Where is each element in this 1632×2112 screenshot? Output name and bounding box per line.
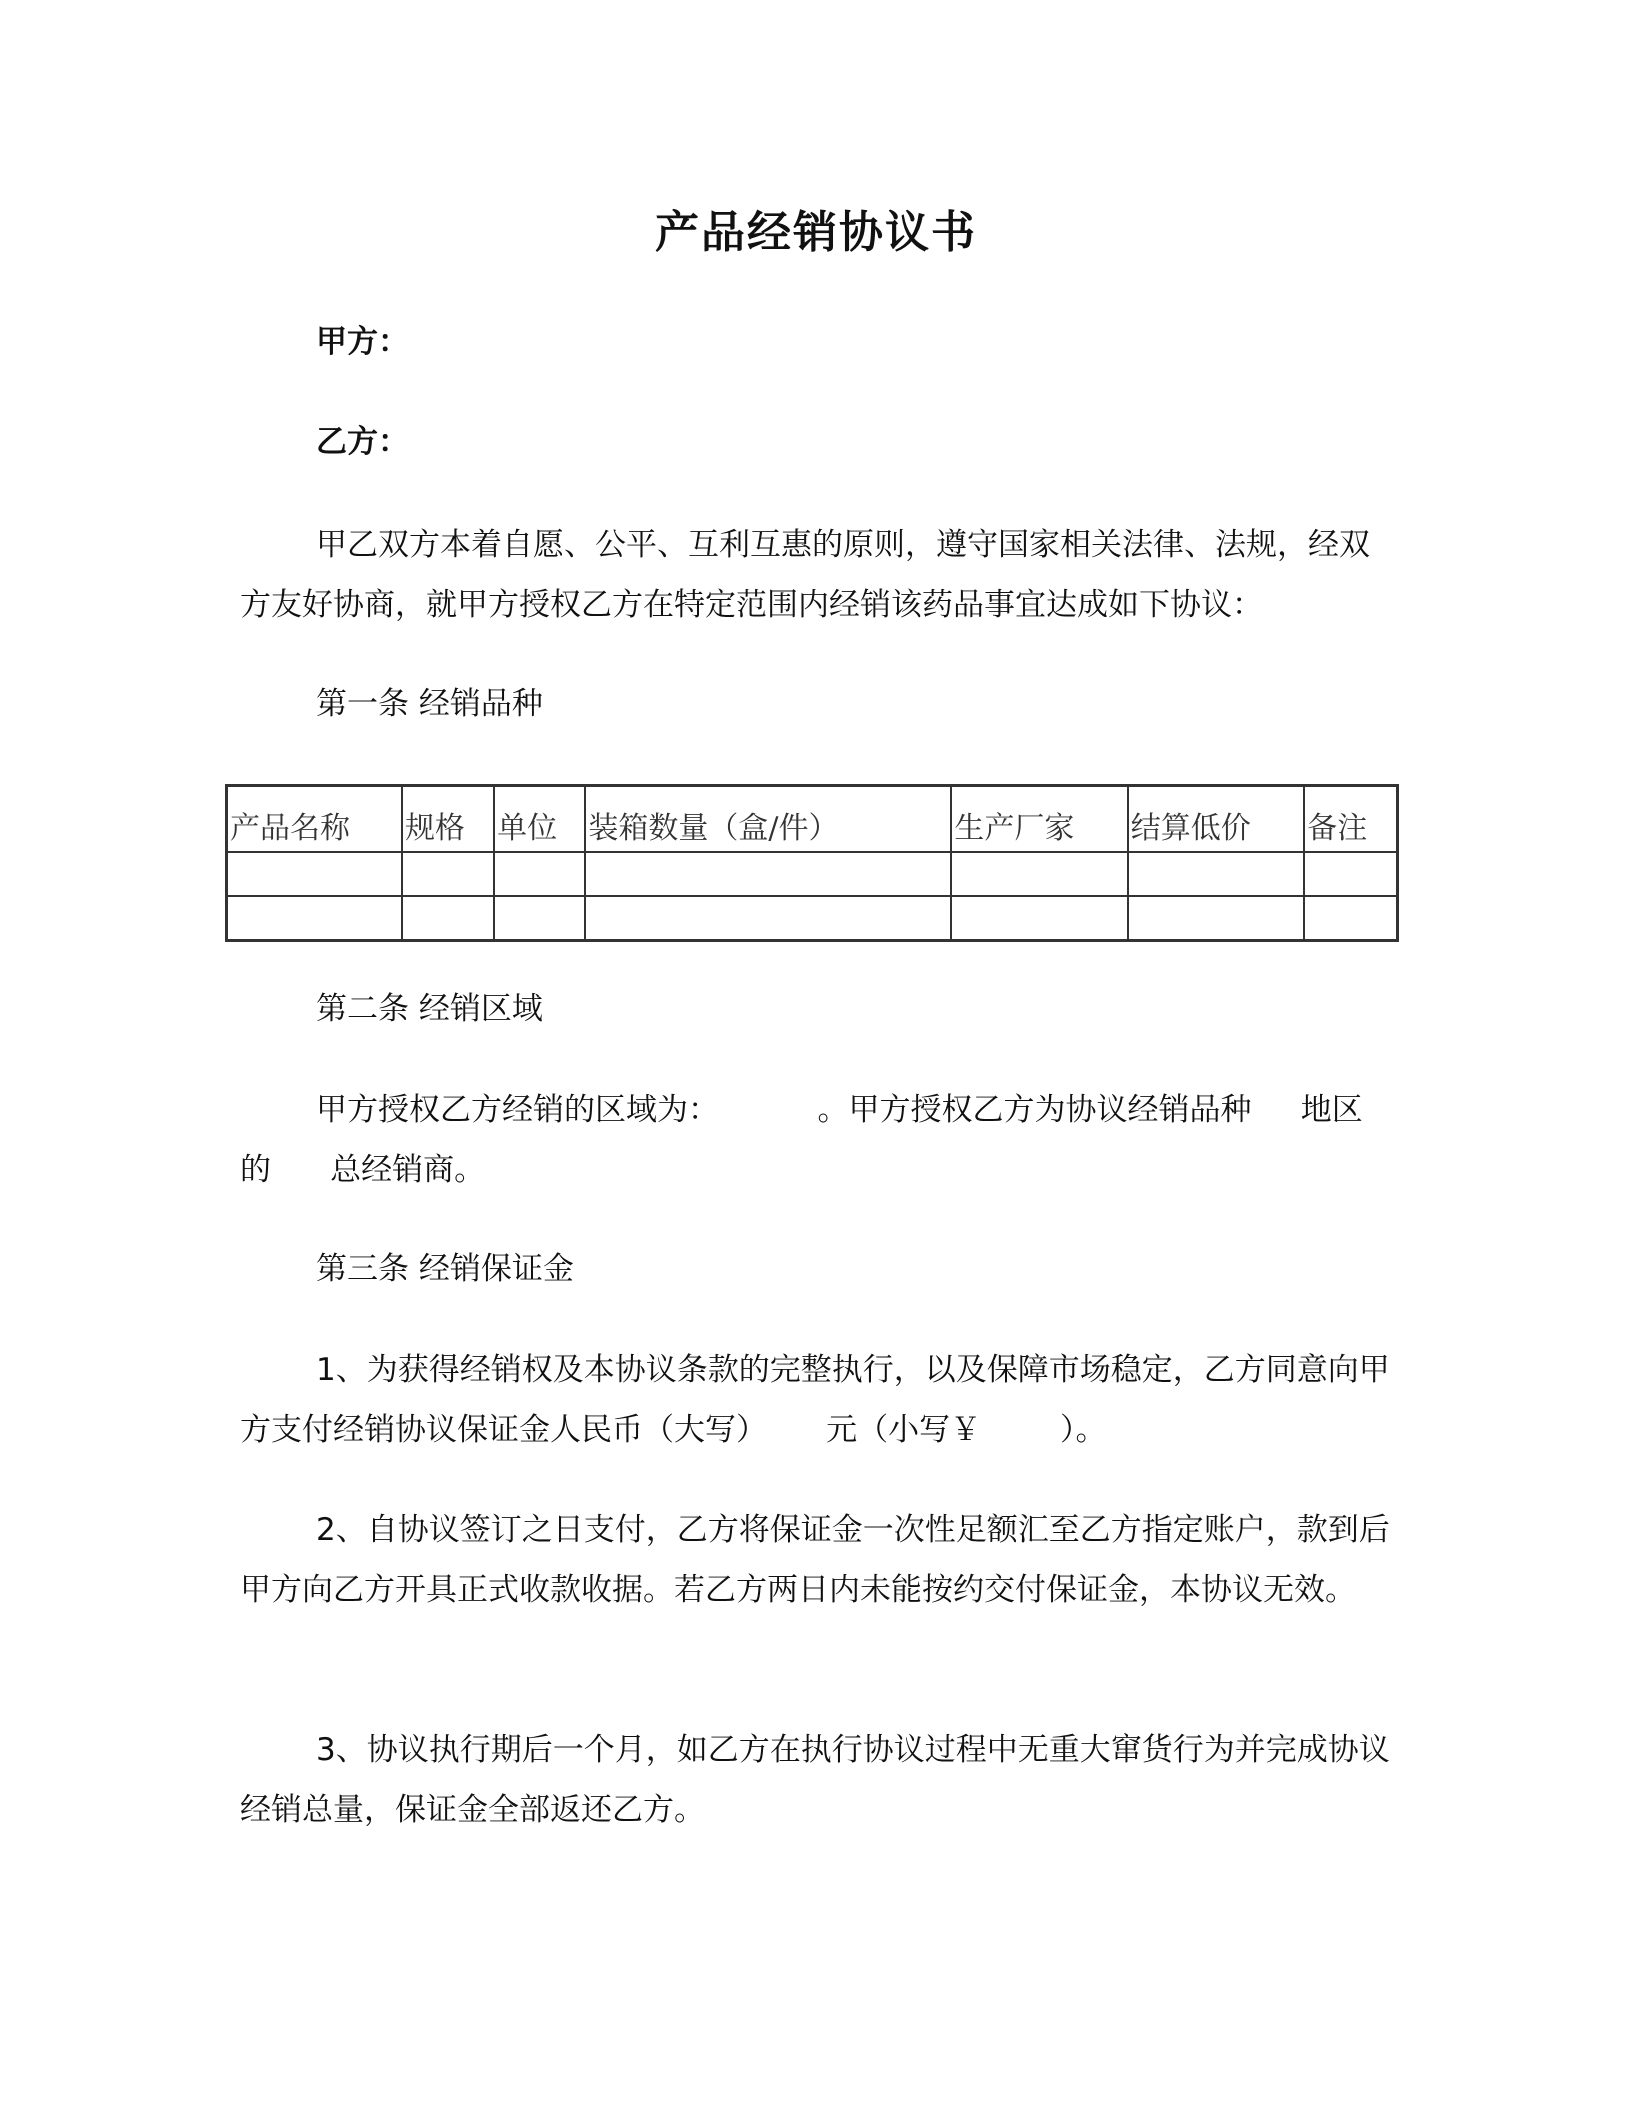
table-cell: [494, 896, 585, 941]
table-cell: [402, 852, 494, 896]
table-cell: [585, 896, 951, 941]
table-cell: [227, 852, 402, 896]
table-cell: [402, 896, 494, 941]
document-title: 产品经销协议书: [655, 207, 977, 258]
table-cell: [1128, 896, 1304, 941]
table-cell: [1304, 852, 1397, 896]
table-header-row: [227, 786, 1398, 853]
table-cell: [951, 896, 1127, 941]
table-header-cell: 规格: [402, 786, 494, 853]
table-cell: [494, 852, 585, 896]
table-cell: [585, 852, 951, 896]
article-2-heading: 第二条 经销区域: [316, 991, 543, 1027]
party-b-label: 乙方：: [316, 424, 409, 460]
article-3-heading: 第三条 经销保证金: [316, 1251, 574, 1287]
table-header-cell: 备注: [1304, 786, 1397, 853]
table-header-cell: 生产厂家: [951, 786, 1127, 853]
table-row: [227, 852, 1398, 896]
table-header-cell: 单位: [494, 786, 585, 853]
clause-2-paragraph: 2、自协议签订之日支付，乙方将保证金一次性足额汇至乙方指定账户，款到后甲方向乙方开具正式收款收据。若乙方两日内未能按约交付保证金，本协议无效。: [240, 1512, 1390, 1608]
intro-paragraph: 甲乙双方本着自愿、公平、互利互惠的原则，遵守国家相关法律、法规，经双方友好协商，就甲方授权乙方在特定范围内经销该药品事宜达成如下协议：: [240, 527, 1370, 623]
article-1-heading: 第一条 经销品种: [316, 686, 543, 722]
region-paragraph: 甲方授权乙方经销的区域为： 。甲方授权乙方为协议经销品种 地区的 总经销商。: [240, 1092, 1363, 1188]
table-cell: [1304, 896, 1397, 941]
clause-3-paragraph: 3、协议执行期后一个月，如乙方在执行协议过程中无重大窜货行为并完成协议经销总量，保证金全部返还乙方。: [240, 1732, 1390, 1828]
table-header-cell: 产品名称: [227, 786, 402, 853]
table-row: [227, 896, 1398, 941]
table-cell: [1128, 852, 1304, 896]
table-header-cell: 装箱数量（盒/件）: [585, 786, 951, 853]
product-table: [225, 784, 1399, 942]
table-header-cell: 结算低价: [1128, 786, 1304, 853]
party-a-label: 甲方：: [316, 324, 409, 360]
table-cell: [951, 852, 1127, 896]
clause-1-paragraph: 1、为获得经销权及本协议条款的完整执行，以及保障市场稳定，乙方同意向甲方支付经销协议保证金人民币（大写） 元（小写￥ ）。: [240, 1352, 1390, 1448]
table-cell: [227, 896, 402, 941]
